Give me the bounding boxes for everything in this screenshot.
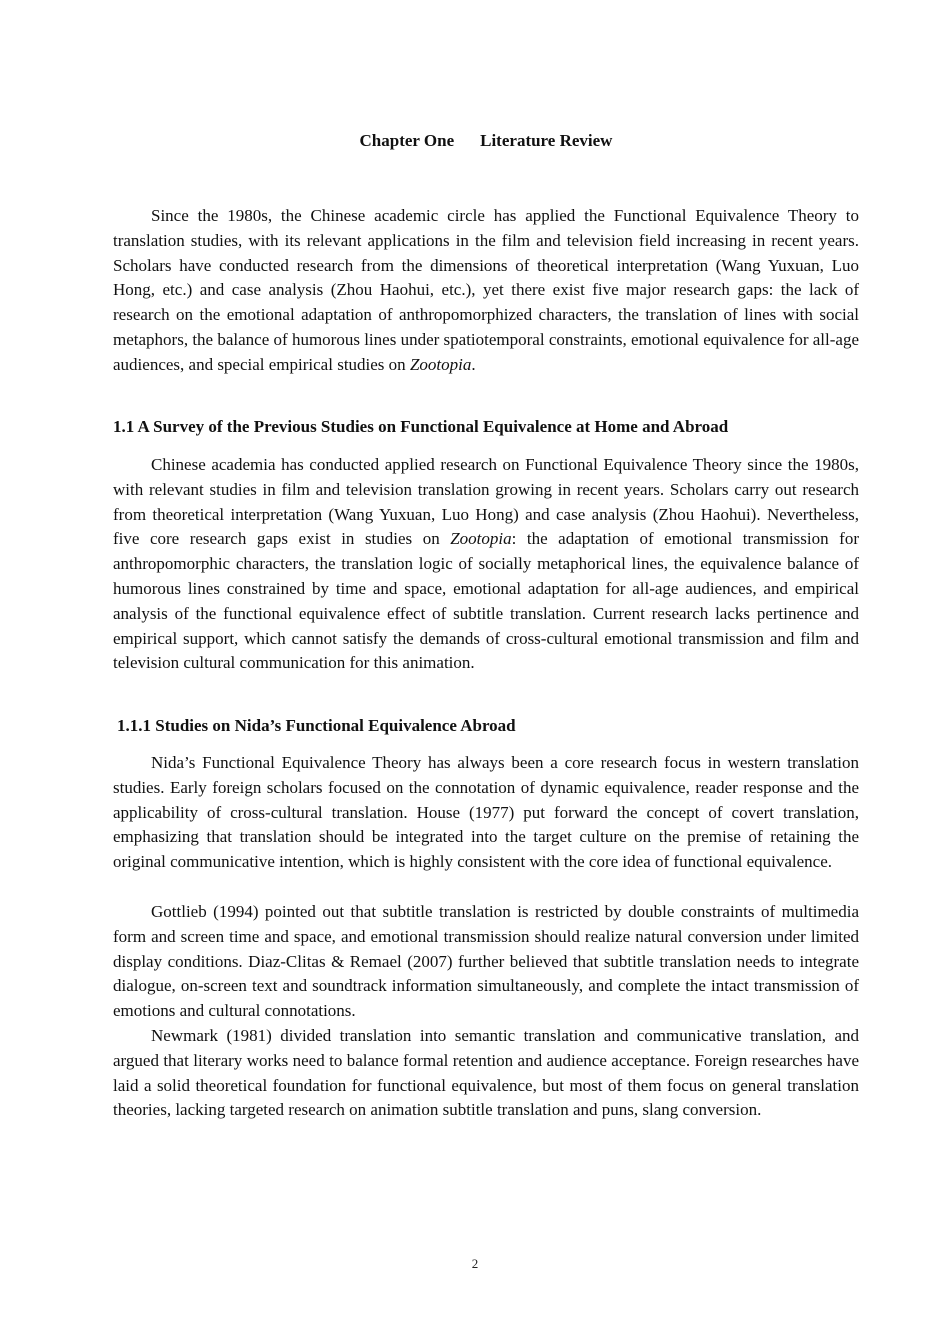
- chapter-name: Literature Review: [480, 131, 613, 150]
- section-heading-1-1-1: 1.1.1 Studies on Nida’s Functional Equivalence Abroad: [117, 716, 516, 735]
- page-number: 2: [471, 1256, 479, 1271]
- chapter-number: Chapter One: [359, 131, 455, 150]
- chapter-title: [113, 130, 859, 152]
- section-1-1-paragraph: Chinese academia has conducted applied research on Functional Equivalence Theory since the 1980s, with relevant studies in film and television translation growing in recent years. Scholars carry out research from theoretical interpretation (Wang Yuxuan, Luo Hong) and case analysis (Zhou Haohui). Nevertheless, five core research gaps exist in studies on Zootopia: the adaptation of emotional transmission for anthropomorphic characters, the translation logic of socially metaphorical lines, the equivalence balance of humorous lines constrained by time and space, emotional adaptation for all-age audiences, and empirical analysis of the functional equivalence effect of subtitle translation. Current research lacks pertinence and empirical support, which cannot satisfy the demands of cross-cultural emotional transmission and film and television cultural communication for this animation.: [113, 455, 859, 673]
- zootopia-title: Zootopia: [450, 529, 512, 549]
- section-heading-1-1: 1.1 A Survey of the Previous Studies on Functional Equivalence at Home and Abroad: [113, 417, 729, 436]
- section-1-1-1-paragraph-1: Nida’s Functional Equivalence Theory has always been a core research focus in western translation studies. Early foreign scholars focused on the connotation of dynamic equivalence, reader response and the applicability of cross-cultural translation. House (1977) put forward the concept of covert translation, emphasizing that translation should be integrated into the target culture on the premise of retaining the original communicative intention, which is highly consistent with the core idea of functional equivalence.: [113, 753, 859, 872]
- intro-paragraph: Since the 1980s, the Chinese academic circle has applied the Functional Equivalence Theory to translation studies, with its relevant applications in the film and television field increasing in recent years. Scholars have conducted research from the dimensions of theoretical interpretation (Wang Yuxuan, Luo Hong, etc.) and case analysis (Zhou Haohui, etc.), yet there exist five major research gaps: the lack of research on the emotional adaptation of anthropomorphized characters, the translation of lines with social metaphors, the balance of humorous lines under spatiotemporal constraints, emotional equivalence for all-age audiences, and special empirical studies on Zootopia.: [113, 206, 859, 374]
- section-1-1-1-paragraph-3: Newmark (1981) divided translation into semantic translation and communicative translation, and argued that literary works need to balance formal retention and audience acceptance. Foreign researches have laid a solid theoretical foundation for functional equivalence, but most of them focus on general translation theories, lacking targeted research on animation subtitle translation and puns, slang conversion.: [113, 1026, 859, 1120]
- zootopia-title: Zootopia: [409, 354, 472, 374]
- section-1-1-1-paragraph-2: Gottlieb (1994) pointed out that subtitle translation is restricted by double constraints of multimedia form and screen time and space, and emotional transmission should realize natural conversion under limited display conditions. Diaz-Clitas & Remael (2007) further believed that subtitle translation needs to integrate dialogue, on-screen text and soundtrack information simultaneously, and complete the intact transmission of emotions and cultural connotations.: [113, 902, 859, 1021]
